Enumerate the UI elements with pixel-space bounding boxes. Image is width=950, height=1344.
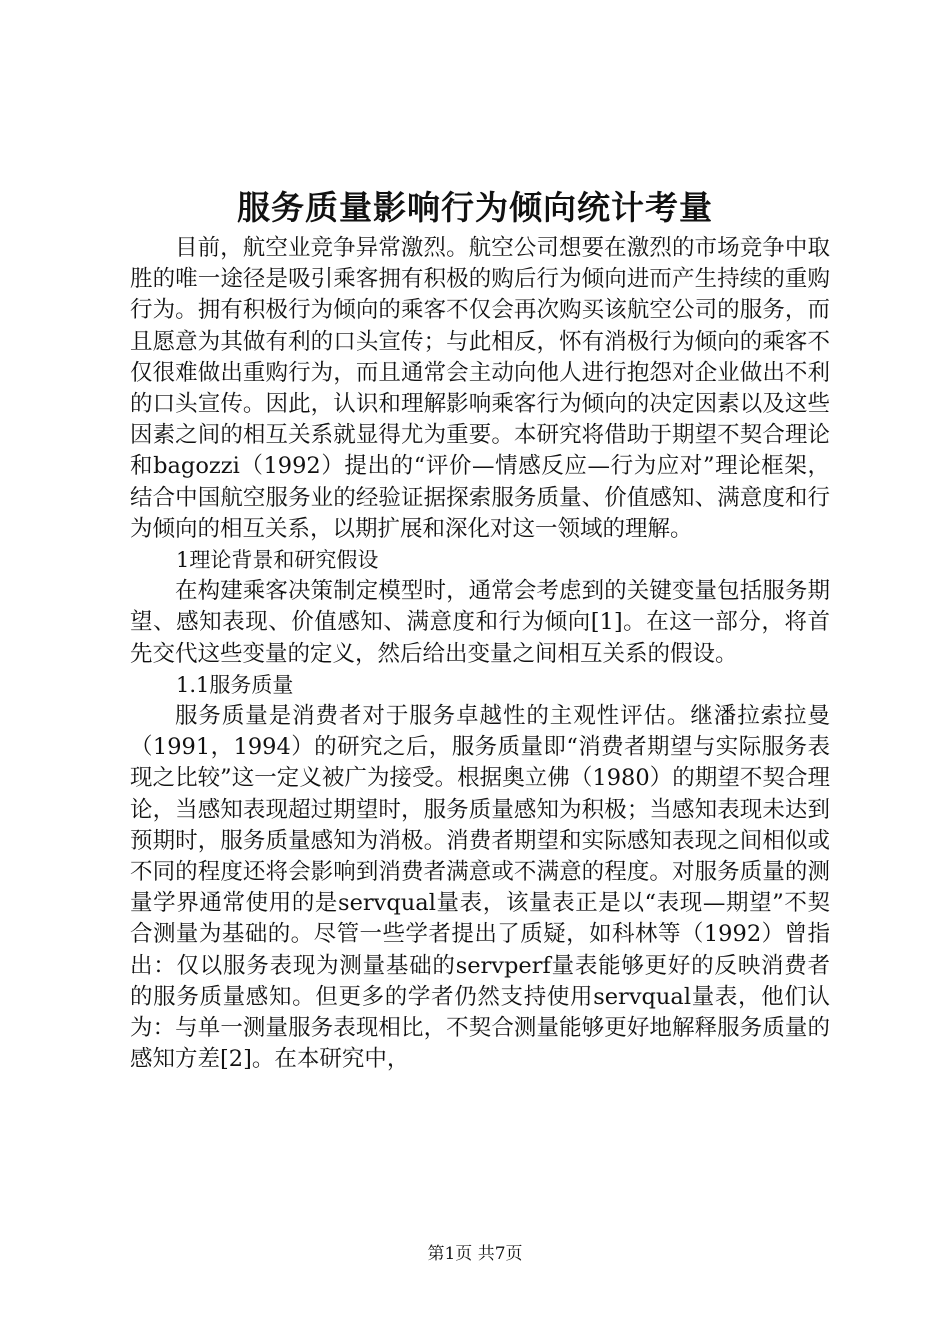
intro-paragraph: 目前，航空业竞争异常激烈。航空公司想要在激烈的市场竞争中取胜的唯一途径是吸引乘客拥有积极的购后行为倾向进而产生持续的重购行为。拥有积极行为倾向的乘客不仅会再次购买该航空公司的服务，而且愿意为其做有利的口头宣传；与此相反，怀有消极行为倾向的乘客不仅很难做出重购行为，而且通常会主动向他人进行抱怨对企业做出不利的口头宣传。因此，认识和理解影响乘客行为倾向的决定因素以及这些因素之间的相互关系就显得尤为重要。本研究将借助于期望不契合理论和bagozzi（1992）提出的“评价—情感反应—行为应对”理论框架，结合中国航空服务业的经验证据探索服务质量、价值感知、满意度和行为倾向的相互关系，以期扩展和深化对这一领域的理解。 — [130, 235, 830, 542]
service-quality-paragraph: 服务质量是消费者对于服务卓越性的主观性评估。继潘拉索拉曼（1991，1994）的研究之后，服务质量即“消费者期望与实际服务表现之比较”这一定义被广为接受。根据奥立佛（1980）的期望不契合理论，当感知表现超过期望时，服务质量感知为积极；当感知表现未达到预期时，服务质量感知为消极。消费者期望和实际感知表现之间相似或不同的程度还将会影响到消费者满意或不满意的程度。对服务质量的测量学界通常使用的是servqual量表，该量表正是以“表现—期望”不契合测量为基础的。尽管一些学者提出了质疑，如科林等（1992）曾指出：仅以服务表现为测量基础的servperf量表能够更好的反映消费者的服务质量感知。但更多的学者仍然支持使用servqual量表，他们认为：与单一测量服务表现相比，不契合测量能够更好地解释服务质量的感知方差[2]。在本研究中， — [130, 703, 830, 1073]
document-body — [130, 233, 830, 1075]
document-title: 服务质量影响行为倾向统计考量 — [237, 188, 713, 227]
subsection-heading-service-quality: 1.1服务质量 — [176, 672, 294, 697]
page-number-footer: 第1页 共7页 — [427, 1244, 523, 1264]
theory-paragraph: 在构建乘客决策制定模型时，通常会考虑到的关键变量包括服务期望、感知表现、价值感知、满意度和行为倾向[1]。在这一部分，将首先交代这些变量的定义，然后给出变量之间相互关系的假设。 — [130, 578, 830, 667]
section-heading-theory: 1理论背景和研究假设 — [176, 548, 379, 573]
